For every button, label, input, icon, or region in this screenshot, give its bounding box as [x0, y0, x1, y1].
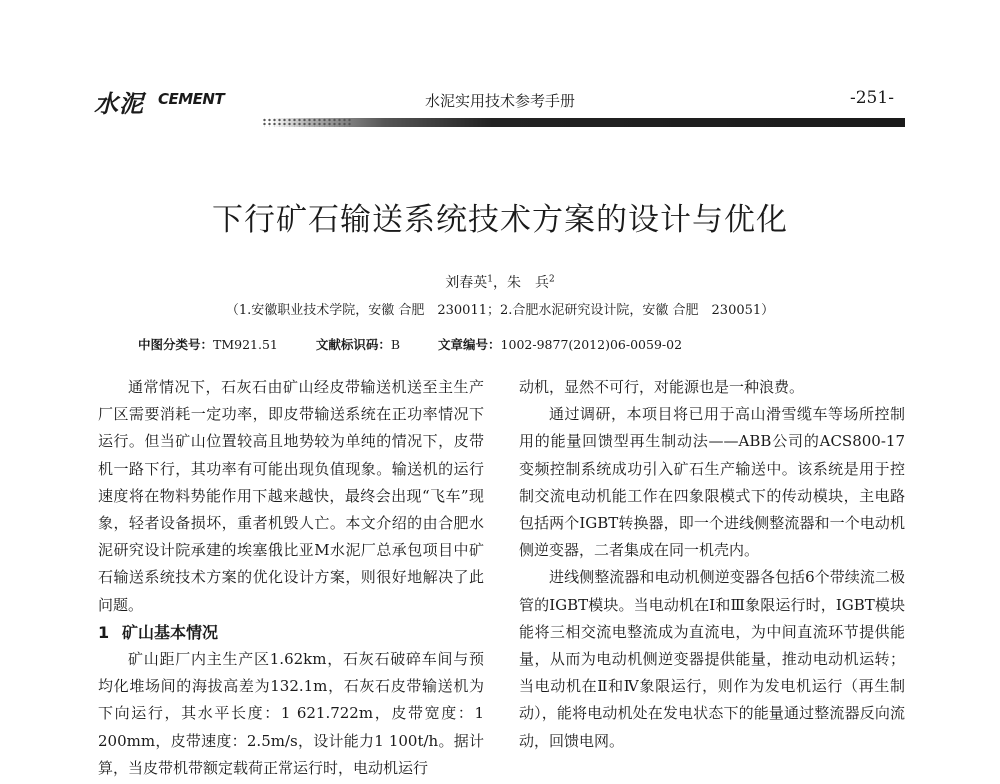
clc-value: TM921.51	[213, 337, 278, 352]
section-heading	[98, 619, 484, 646]
journal-logo-en: CEMENT	[158, 90, 225, 108]
author-name: 刘春英	[445, 275, 488, 291]
author-affiliation-mark: 1	[487, 274, 493, 285]
paragraph: 通常情况下，石灰石由矿山经皮带输送机送至主生产厂区需要消耗一定功率，即皮带输送系统在正功率情况下运行。但当矿山位置较高且地势较为单纯的情况下，皮带机一路下行，其功率有可能出现负值现象。输送机的运行速度将在物料势能作用下越来越快，最终会出现“飞车”现象，轻者设备损坏，重者机毁人亡。本文介绍的由合肥水泥研究设计院承建的埃塞俄比亚M水泥厂总承包项目中矿石输送系统技术方案的优化设计方案，则很好地解决了此问题。	[98, 378, 484, 614]
doc-code-value: B	[390, 337, 401, 352]
clc-label: 中图分类号：	[138, 337, 214, 352]
right-column	[519, 374, 905, 755]
author-separator: ，	[493, 275, 507, 291]
paragraph: 通过调研，本项目将已用于高山滑雪缆车等场所控制用的能量回馈型再生制动法——ABB公司的ACS800-17变频控制系统成功引入矿石生产输送中。该系统是用于控制交流电动机能工作在四象限模式下的传动模块，主电路包括两个IGBT转换器，即一个进线侧整流器和一个电动机侧逆变器，二者集成在同一机壳内。	[519, 405, 905, 560]
section-title: 矿山基本情况	[122, 622, 219, 642]
paragraph: 进线侧整流器和电动机侧逆变器各包括6个带续流二极管的IGBT模块。当电动机在Ⅰ和Ⅲ象限运行时，IGBT模块能将三相交流电整流成为直流电，为中间直流环节提供能量，从而为电动机侧逆变器提供能量，推动电动机运转；当电动机在Ⅱ和Ⅳ象限运行，则作为发电机运行（再生制动），能将电动机处在发电状态下的能量通过整流器反向流动，回馈电网。	[519, 568, 905, 750]
article-number-value: 1002-9877(2012)06-0059-02	[500, 337, 683, 352]
journal-logo-cn: 水泥	[94, 89, 144, 118]
left-column	[98, 374, 484, 782]
page-number: -251-	[850, 88, 894, 108]
article-title: 下行矿石输送系统技术方案的设计与优化	[212, 202, 788, 238]
article-meta-line	[138, 335, 682, 353]
author-name: 朱 兵	[507, 275, 549, 291]
affiliations: （1.安徽职业技术学院，安徽 合肥 230011；2.合肥水泥研究设计院，安徽 合肥 230051）	[225, 303, 775, 318]
paragraph: 动机，显然不可行，对能源也是一种浪费。	[519, 378, 805, 396]
author-affiliation-mark: 2	[549, 274, 555, 285]
paragraph: 矿山距厂内主生产区1.62km，石灰石破碎车间与预均化堆场间的海拔高差为132.1m，石灰石皮带输送机为下向运行，其水平长度：1 621.722m，皮带宽度：1 200mm，皮带速度：2.5m/s，设计能力1 100t/h。据计算，当皮带机带额定载荷正常运行时，电动机运行	[98, 650, 484, 777]
header-rule	[270, 118, 905, 127]
header-rule-dots	[262, 118, 352, 127]
author-line	[0, 272, 1000, 292]
article-number-label: 文章编号：	[438, 337, 501, 352]
doc-code-label: 文献标识码：	[315, 337, 391, 352]
running-title: 水泥实用技术参考手册	[424, 92, 575, 110]
section-number: 1	[98, 622, 110, 642]
